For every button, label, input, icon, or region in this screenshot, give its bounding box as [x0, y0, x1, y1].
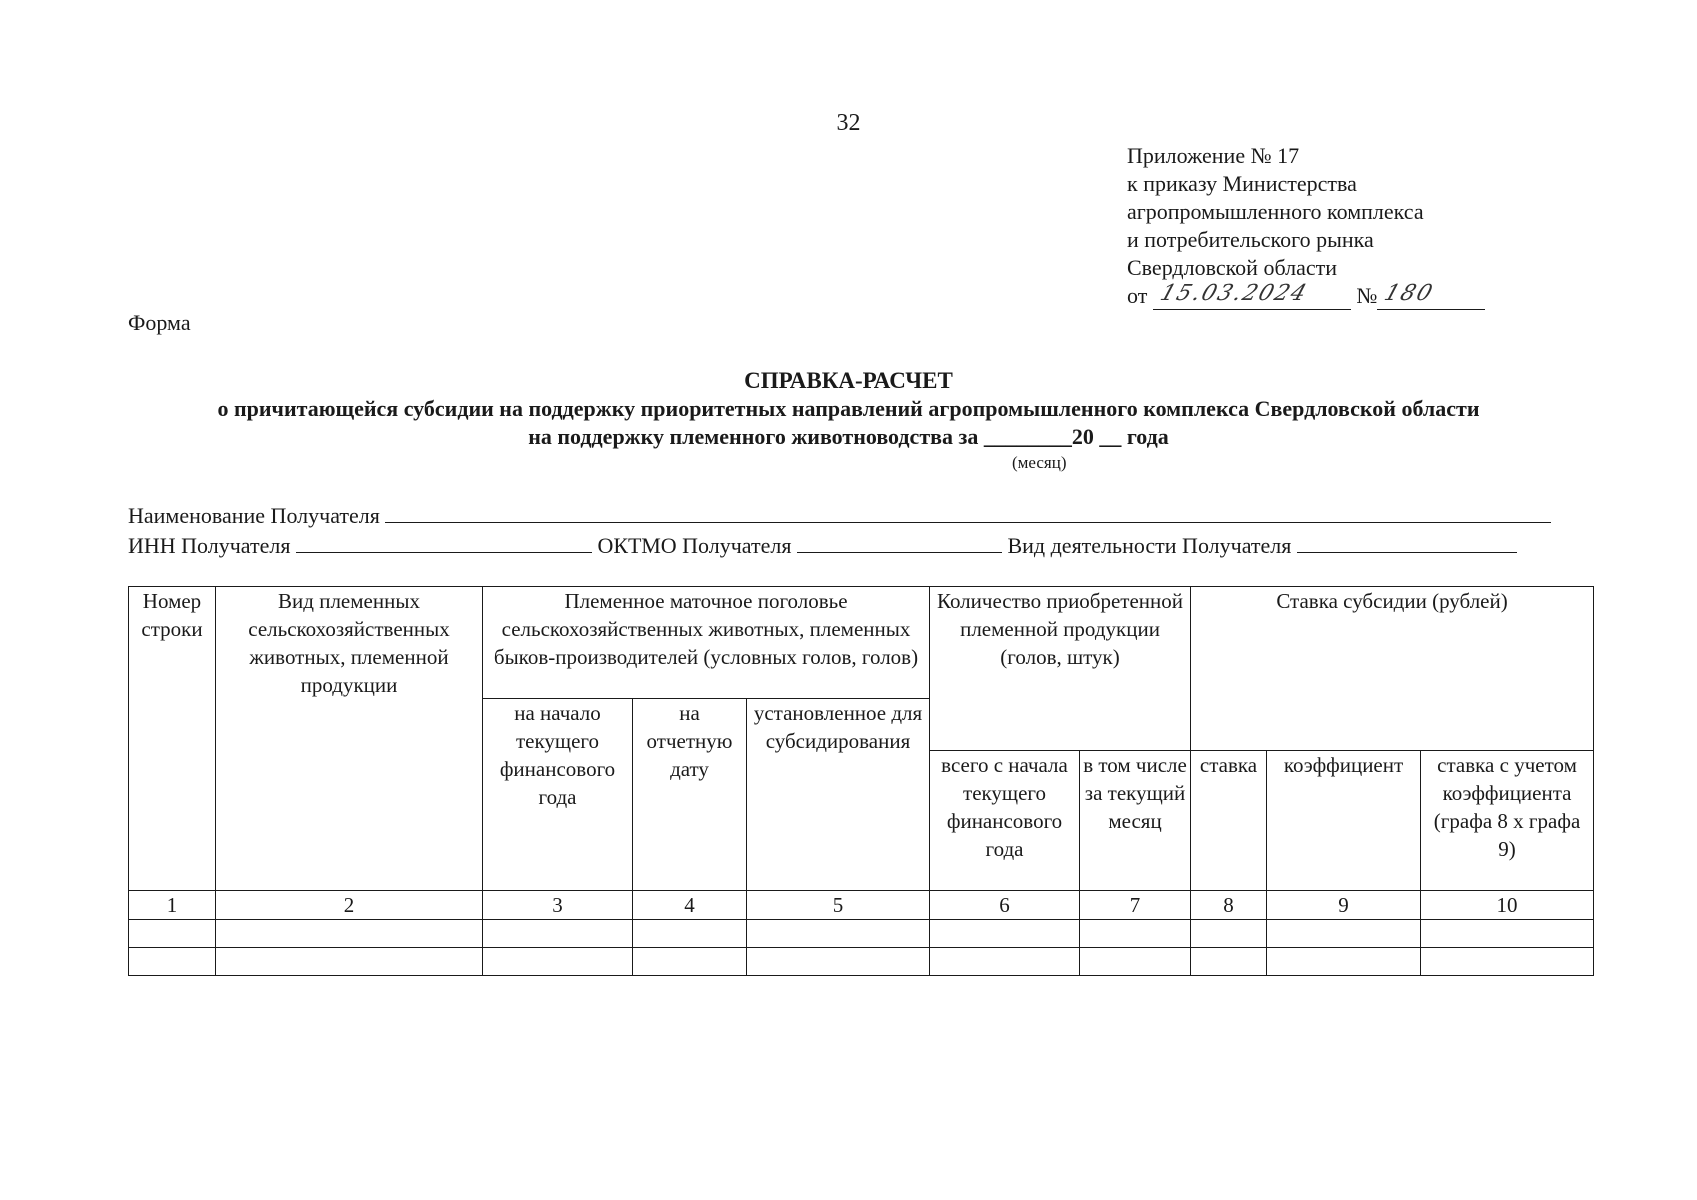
- header-purchased-month: в том числе за текущий месяц: [1080, 751, 1191, 891]
- table-cell[interactable]: [129, 920, 216, 948]
- recipient-name-label: Наименование Получателя: [128, 503, 380, 528]
- oktmo-field[interactable]: [797, 532, 1002, 553]
- oktmo-label: ОКТМО Получателя: [597, 533, 792, 558]
- table-cell[interactable]: [930, 920, 1080, 948]
- column-number: 1: [129, 891, 216, 920]
- table-cell[interactable]: [216, 948, 483, 976]
- order-date-field: [1153, 283, 1351, 310]
- table-cell[interactable]: [1080, 920, 1191, 948]
- title-line-1: СПРАВКА-РАСЧЕТ: [744, 368, 953, 393]
- header-animal-type: Вид племенных сельскохозяйственных животных, племенной продукции: [216, 587, 483, 891]
- recipient-ids-line: [128, 532, 1517, 559]
- appendix-block: [1127, 142, 1485, 310]
- header-stock-subsidy: установленное для субсидирования: [747, 699, 930, 891]
- column-number: 6: [930, 891, 1080, 920]
- header-rate-base: ставка: [1191, 751, 1267, 891]
- form-label: Форма: [128, 310, 191, 335]
- table-cell[interactable]: [1421, 948, 1594, 976]
- order-number-handwritten: 180: [1381, 281, 1438, 306]
- table-cell[interactable]: [747, 948, 930, 976]
- table-cell[interactable]: [483, 948, 633, 976]
- month-hint: (месяц): [1012, 453, 1067, 472]
- column-number: 4: [633, 891, 747, 920]
- column-number: 2: [216, 891, 483, 920]
- column-numbers-row: [129, 891, 1594, 920]
- document-title: [0, 367, 1697, 451]
- table-cell[interactable]: [129, 948, 216, 976]
- subsidy-table: [128, 586, 1594, 976]
- recipient-name-field[interactable]: [385, 502, 1551, 523]
- activity-label: Вид деятельности Получателя: [1007, 533, 1292, 558]
- order-date-handwritten: 15.03.2024: [1156, 281, 1312, 306]
- appendix-line: и потребительского рынка: [1127, 227, 1374, 252]
- appendix-line: агропромышленного комплекса: [1127, 199, 1424, 224]
- table-cell[interactable]: [1191, 920, 1267, 948]
- column-number: 3: [483, 891, 633, 920]
- column-number: 7: [1080, 891, 1191, 920]
- header-stock-report: на отчетную дату: [633, 699, 747, 891]
- title-line-2: о причитающейся субсидии на поддержку приоритетных направлений агропромышленного комплекса Свердловской области: [217, 396, 1480, 421]
- table-row: [129, 920, 1594, 948]
- title-line-3: на поддержку племенного животноводства за ________20 __ года: [528, 424, 1169, 449]
- table-cell[interactable]: [1421, 920, 1594, 948]
- activity-field[interactable]: [1297, 532, 1517, 553]
- recipient-name-line: [128, 502, 1551, 529]
- header-rate: Ставка субсидии (рублей): [1191, 587, 1594, 751]
- header-stock-start: на начало текущего финансового года: [483, 699, 633, 891]
- number-prefix: №: [1356, 283, 1378, 308]
- table-cell[interactable]: [1080, 948, 1191, 976]
- table-cell[interactable]: [1267, 920, 1421, 948]
- appendix-line: к приказу Министерства: [1127, 171, 1357, 196]
- table-cell[interactable]: [633, 948, 747, 976]
- column-number: 5: [747, 891, 930, 920]
- table-cell[interactable]: [1267, 948, 1421, 976]
- header-row-number: Номер строки: [129, 587, 216, 891]
- column-number: 8: [1191, 891, 1267, 920]
- column-number: 9: [1267, 891, 1421, 920]
- order-number-field: [1377, 283, 1485, 310]
- inn-field[interactable]: [296, 532, 592, 553]
- table-cell[interactable]: [1191, 948, 1267, 976]
- appendix-line: Свердловской области: [1127, 255, 1337, 280]
- header-coefficient: коэффициент: [1267, 751, 1421, 891]
- page-number: 32: [836, 110, 861, 136]
- order-date-line: [1127, 282, 1485, 310]
- table-cell[interactable]: [930, 948, 1080, 976]
- date-prefix: от: [1127, 283, 1148, 308]
- table-cell[interactable]: [633, 920, 747, 948]
- header-rate-adjusted: ставка с учетом коэффициента (графа 8 х графа 9): [1421, 751, 1594, 891]
- header-purchased-total: всего с начала текущего финансового года: [930, 751, 1080, 891]
- table-cell[interactable]: [747, 920, 930, 948]
- column-number: 10: [1421, 891, 1594, 920]
- inn-label: ИНН Получателя: [128, 533, 291, 558]
- header-breeding-stock: Племенное маточное поголовье сельскохозяйственных животных, племенных быков-производителей (условных голов, голов): [483, 587, 930, 699]
- table-cell[interactable]: [216, 920, 483, 948]
- table-row: [129, 948, 1594, 976]
- header-purchased: Количество приобретенной племенной продукции (голов, штук): [930, 587, 1191, 751]
- appendix-line: Приложение № 17: [1127, 143, 1300, 168]
- table-cell[interactable]: [483, 920, 633, 948]
